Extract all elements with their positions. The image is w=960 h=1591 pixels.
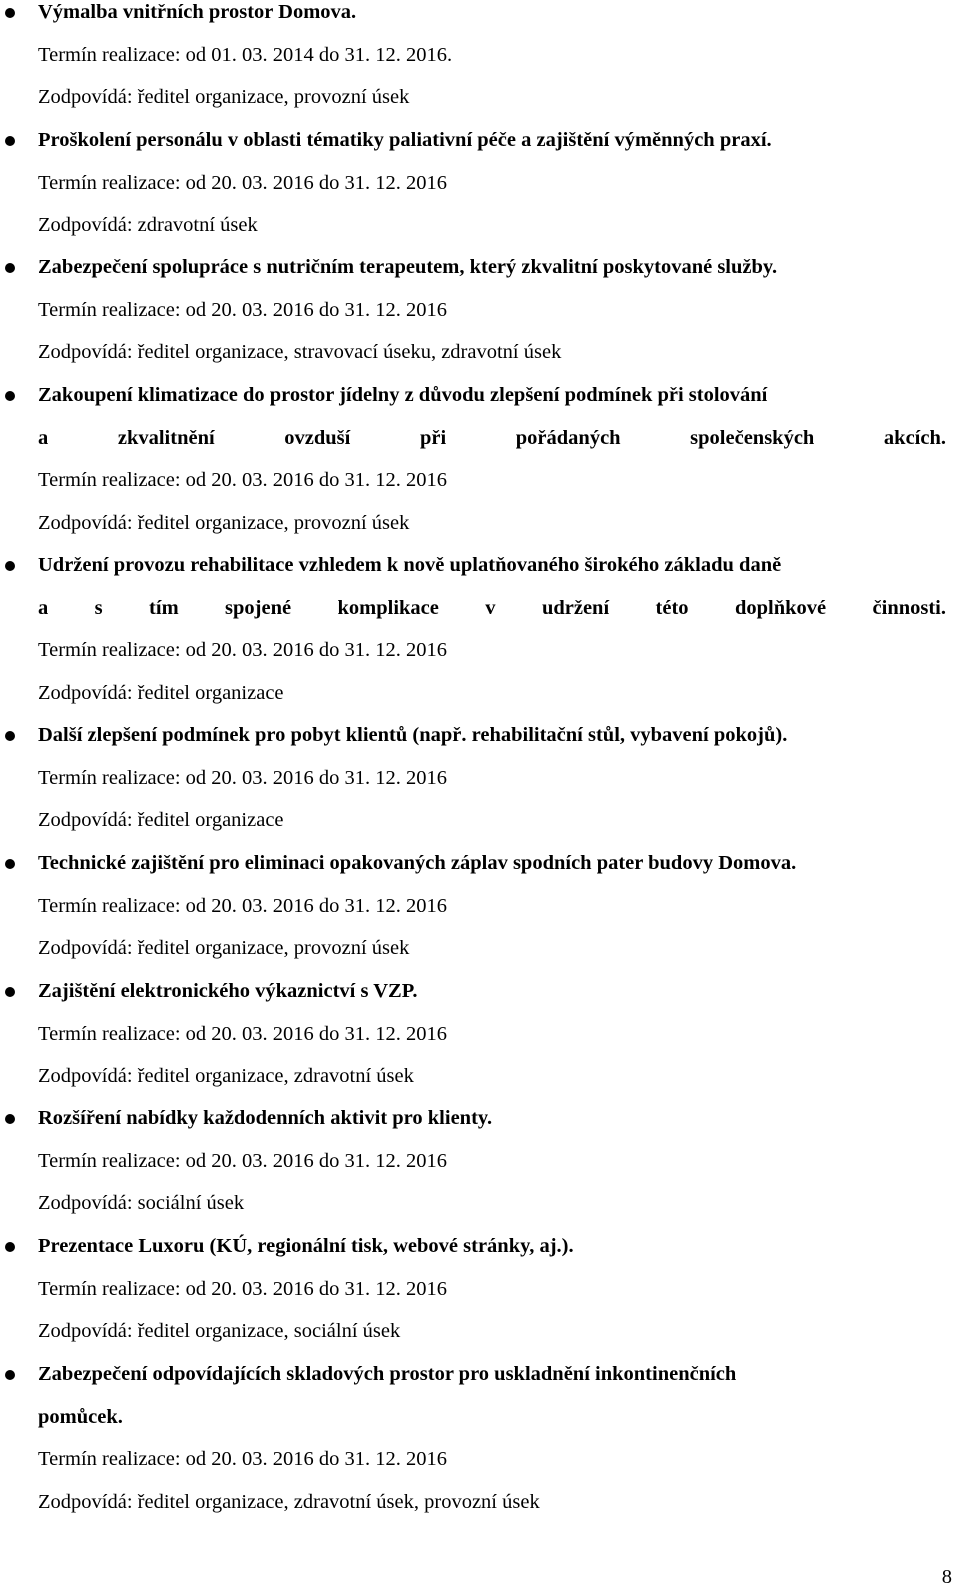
responsible-text: Zodpovídá: ředitel organizace xyxy=(38,681,284,704)
term-text: Termín realizace: od 20. 03. 2016 do 31. 12. 2016 xyxy=(38,894,448,917)
term-text: Termín realizace: od 20. 03. 2016 do 31. 12. 2016 xyxy=(38,1277,448,1300)
responsible-text: Zodpovídá: ředitel organizace, zdravotní úsek xyxy=(38,1065,414,1087)
bullet-icon xyxy=(5,859,15,869)
responsible-text: Zodpovídá: ředitel organizace, zdravotní úsek, provozní úsek xyxy=(38,1490,540,1513)
bullet-icon xyxy=(5,987,15,997)
item-title: a zkvalitnění ovzduší při pořádaných společenských akcích. xyxy=(38,426,946,449)
responsible-text: Zodpovídá: zdravotní úsek xyxy=(38,214,258,236)
responsible-text: Zodpovídá: ředitel organizace, provozní úsek xyxy=(38,937,410,959)
term-text: Termín realizace: od 20. 03. 2016 do 31. 12. 2016 xyxy=(38,1448,448,1470)
item-title: pomůcek. xyxy=(38,1405,123,1428)
bullet-icon xyxy=(5,731,15,741)
term-text: Termín realizace: od 20. 03. 2016 do 31. 12. 2016 xyxy=(38,639,448,661)
responsible-text: Zodpovídá: ředitel organizace, stravovací úseku, zdravotní úsek xyxy=(38,341,562,363)
responsible-text: Zodpovídá: ředitel organizace, sociální úsek xyxy=(38,1320,401,1342)
item-title: Další zlepšení podmínek pro pobyt klientů (např. rehabilitační stůl, vybavení pokojů). xyxy=(38,724,788,746)
item-title: Zajištění elektronického výkaznictví s VZP. xyxy=(38,980,418,1002)
item-title: Technické zajištění pro eliminaci opakovaných záplav spodních pater budovy Domova. xyxy=(38,852,797,874)
page-number: 8 xyxy=(941,1566,952,1588)
item-title: Výmalba vnitřních prostor Domova. xyxy=(38,1,357,23)
bullet-icon xyxy=(5,8,15,18)
term-text: Termín realizace: od 20. 03. 2016 do 31. 12. 2016 xyxy=(38,1022,448,1045)
bullet-icon xyxy=(5,1114,15,1124)
item-title: Proškolení personálu v oblasti tématiky paliativní péče a zajištění výměnných praxí. xyxy=(38,129,772,151)
term-text: Termín realizace: od 20. 03. 2016 do 31. 12. 2016 xyxy=(38,469,448,491)
item-title: Zakoupení klimatizace do prostor jídelny z důvodu zlepšení podmínek při stolování xyxy=(38,384,768,406)
item-title: Zabezpečení spolupráce s nutričním terapeutem, který zkvalitní poskytované služby. xyxy=(38,256,778,278)
term-text: Termín realizace: od 20. 03. 2016 do 31. 12. 2016 xyxy=(38,298,448,321)
responsible-text: Zodpovídá: ředitel organizace, provozní úsek xyxy=(38,86,410,108)
bullet-icon xyxy=(5,263,15,273)
responsible-text: Zodpovídá: ředitel organizace, provozní úsek xyxy=(38,511,410,534)
responsible-text: Zodpovídá: sociální úsek xyxy=(38,1192,245,1214)
bullet-icon xyxy=(5,136,15,146)
bullet-icon xyxy=(5,1370,15,1380)
item-title: Rozšíření nabídky každodenních aktivit pro klienty. xyxy=(38,1107,493,1129)
item-title: a s tím spojené komplikace v udržení této doplňkové činnosti. xyxy=(38,596,946,619)
item-title: Prezentace Luxoru (KÚ, regionální tisk, webové stránky, aj.). xyxy=(38,1235,574,1257)
bullet-icon xyxy=(5,561,15,571)
item-title: Udržení provozu rehabilitace vzhledem k nově uplatňovaného širokého základu daně xyxy=(38,554,782,576)
responsible-text: Zodpovídá: ředitel organizace xyxy=(38,809,284,831)
bullet-icon xyxy=(5,1242,15,1252)
term-text: Termín realizace: od 20. 03. 2016 do 31. 12. 2016 xyxy=(38,1149,448,1172)
bullet-icon xyxy=(5,391,15,401)
term-text: Termín realizace: od 01. 03. 2014 do 31. 12. 2016. xyxy=(38,43,453,66)
item-title: Zabezpečení odpovídajících skladových prostor pro uskladnění inkontinenčních xyxy=(38,1363,737,1385)
term-text: Termín realizace: od 20. 03. 2016 do 31. 12. 2016 xyxy=(38,766,448,789)
term-text: Termín realizace: od 20. 03. 2016 do 31. 12. 2016 xyxy=(38,171,448,194)
